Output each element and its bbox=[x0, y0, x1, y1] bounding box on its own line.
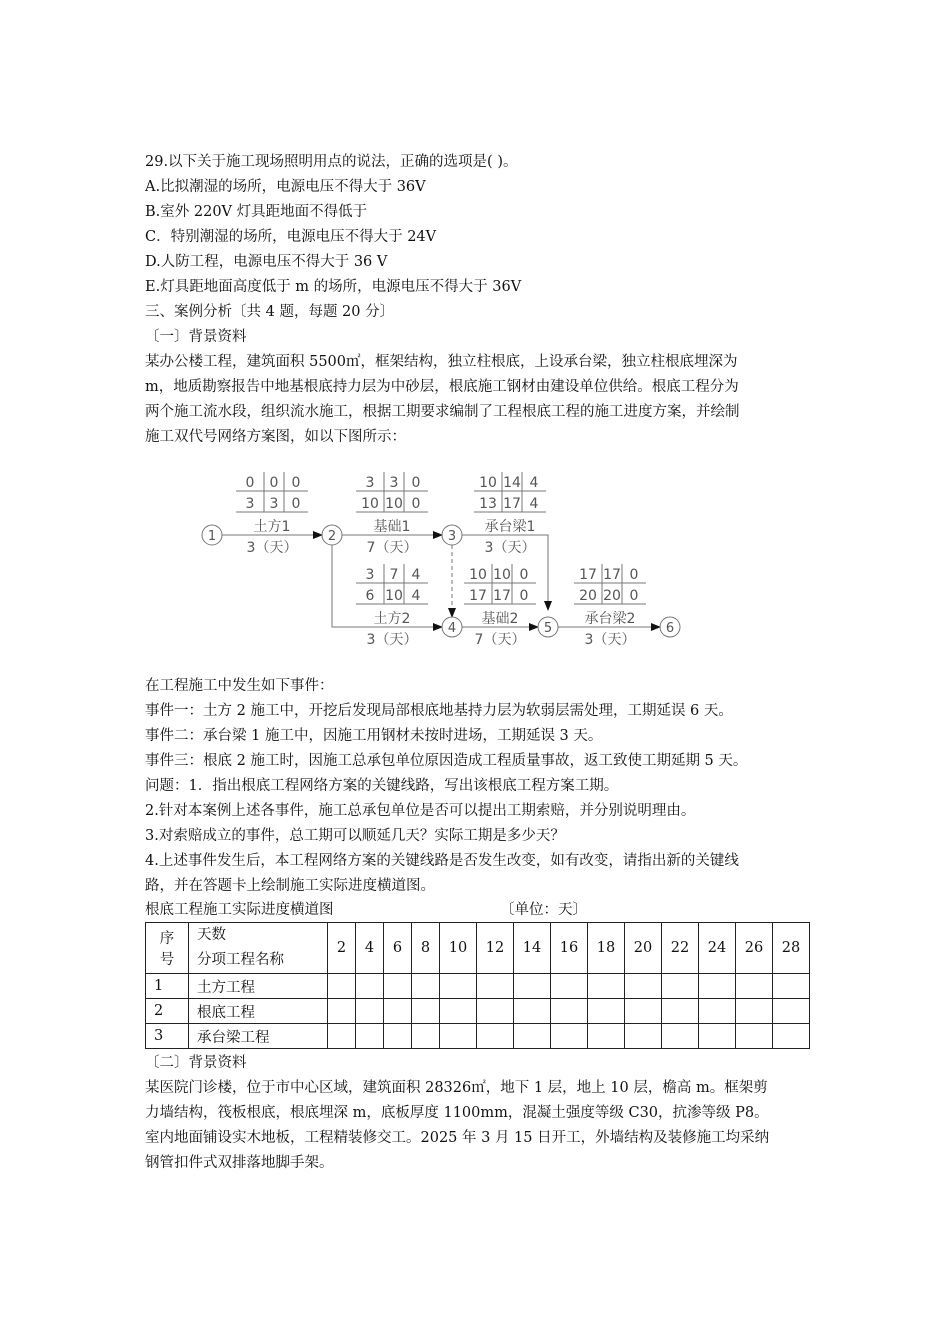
time-value: 0 bbox=[629, 567, 639, 583]
time-value: 17 bbox=[503, 496, 521, 512]
activity-duration: 3（天） bbox=[366, 632, 418, 648]
time-value: 0 bbox=[291, 475, 301, 491]
day-header: 28 bbox=[773, 923, 810, 974]
question-29-stem: 29.以下关于施工现场照明用点的说法，正确的选项是( )。 bbox=[145, 154, 518, 170]
time-value: 17 bbox=[603, 567, 621, 583]
time-value: 3 bbox=[245, 496, 255, 512]
day-header: 12 bbox=[477, 923, 514, 974]
node-label: 5 bbox=[543, 621, 553, 636]
day-header: 6 bbox=[384, 923, 412, 974]
activity-name: 基础2 bbox=[481, 611, 519, 627]
day-header: 2 bbox=[328, 923, 356, 974]
activity-name: 承台梁2 bbox=[584, 611, 636, 627]
option-c: C．特别潮湿的场所，电源电压不得大于 24V bbox=[145, 229, 437, 245]
activity-duration: 7（天） bbox=[366, 540, 418, 556]
time-value: 20 bbox=[579, 588, 597, 604]
case2-para-line: 力墙结构，筏板根底，根底埋深 m，底板厚度 1100mm，混凝土强度等级 C30，抗渗等级 P8。 bbox=[145, 1105, 769, 1121]
time-value: 0 bbox=[269, 475, 279, 491]
time-value: 0 bbox=[519, 567, 529, 583]
time-value: 10 bbox=[361, 496, 379, 512]
row-name: 承台梁工程 bbox=[189, 1024, 328, 1049]
time-value: 3 bbox=[269, 496, 279, 512]
question-4: 4.上述事件发生后，本工程网络方案的关键线路是否发生改变，如有改变，请指出新的关键线 bbox=[145, 853, 739, 869]
header-days-name: 天数 分项工程名称 bbox=[189, 923, 328, 974]
time-value: 20 bbox=[603, 588, 621, 604]
row-no: 2 bbox=[146, 999, 189, 1024]
time-value: 4 bbox=[411, 567, 421, 583]
activity-duration: 3（天） bbox=[584, 632, 636, 648]
day-header: 18 bbox=[588, 923, 625, 974]
time-value: 3 bbox=[365, 567, 375, 583]
time-value: 10 bbox=[385, 496, 403, 512]
case1-para-line: 两个施工流水段，组织流水施工，根据工期要求编制了工程根底工程的施工进度方案，并绘制 bbox=[145, 404, 740, 420]
time-value: 3 bbox=[389, 475, 399, 491]
time-value: 0 bbox=[629, 588, 639, 604]
day-header: 16 bbox=[551, 923, 588, 974]
case1-para-line: 某办公楼工程，建筑面积 5500㎡，框架结构，独立柱根底，上设承台梁，独立柱根底埋深为 bbox=[145, 354, 738, 370]
network-diagram bbox=[190, 462, 710, 658]
table-row bbox=[146, 999, 810, 1024]
option-a: A.比拟潮湿的场所，电源电压不得大于 36V bbox=[145, 179, 426, 195]
header-seq: 序 号 bbox=[146, 923, 189, 974]
row-name: 土方工程 bbox=[189, 974, 328, 999]
time-value: 10 bbox=[385, 588, 403, 604]
day-header: 14 bbox=[514, 923, 551, 974]
case2-para-line: 钢管扣件式双排落地脚手架。 bbox=[145, 1155, 334, 1171]
table-header-row bbox=[146, 923, 810, 974]
event-2: 事件二：承台梁 1 施工中，因施工用钢材未按时进场，工期延误 3 天。 bbox=[145, 728, 603, 744]
time-value: 10 bbox=[493, 567, 511, 583]
question-2: 2.针对本案例上述各事件，施工总承包单位是否可以提出工期索赔，并分别说明理由。 bbox=[145, 803, 696, 819]
table-row bbox=[146, 1024, 810, 1049]
option-d: D.人防工程，电源电压不得大于 36 V bbox=[145, 254, 388, 270]
activity-name: 承台梁1 bbox=[484, 519, 536, 535]
node-label: 4 bbox=[447, 621, 457, 636]
node-label: 1 bbox=[207, 529, 217, 544]
question-4-cont: 路，并在答题卡上绘制施工实际进度横道图。 bbox=[145, 878, 435, 894]
day-header: 22 bbox=[662, 923, 699, 974]
activity-duration: 7（天） bbox=[474, 632, 526, 648]
table-unit: 〔单位：天〕 bbox=[500, 902, 587, 918]
time-value: 0 bbox=[411, 475, 421, 491]
time-value: 4 bbox=[411, 588, 421, 604]
activity-name: 土方1 bbox=[253, 519, 291, 535]
question-1: 问题：1．指出根底工程网络方案的关键线路，写出该根底工程方案工期。 bbox=[145, 778, 619, 794]
row-no: 1 bbox=[146, 974, 189, 999]
time-value: 17 bbox=[579, 567, 597, 583]
day-header: 10 bbox=[440, 923, 477, 974]
time-value: 4 bbox=[529, 475, 539, 491]
option-b: B.室外 220V 灯具距地面不得低于 bbox=[145, 204, 368, 220]
day-header: 20 bbox=[625, 923, 662, 974]
case2-para-line: 某医院门诊楼，位于市中心区域，建筑面积 28326㎡，地下 1 层，地上 10 层，檐高 m。框架剪 bbox=[145, 1080, 768, 1096]
case2-heading: 〔二〕背景资料 bbox=[145, 1055, 247, 1071]
case2-para-line: 室内地面铺设实木地板，工程精装修交工。2025 年 3 月 15 日开工，外墙结构及装修施工均采纳 bbox=[145, 1130, 770, 1146]
case1-heading: 〔一〕背景资料 bbox=[145, 329, 247, 345]
time-value: 17 bbox=[469, 588, 487, 604]
time-value: 17 bbox=[493, 588, 511, 604]
time-value: 6 bbox=[365, 588, 375, 604]
time-value: 13 bbox=[479, 496, 497, 512]
day-header: 24 bbox=[699, 923, 736, 974]
node-label: 3 bbox=[447, 529, 457, 544]
day-header: 4 bbox=[356, 923, 384, 974]
table-row bbox=[146, 974, 810, 999]
case1-para-line: m，地质勘察报告中地基根底持力层为中砂层，根底施工钢材由建设单位供给。根底工程分为 bbox=[145, 379, 739, 395]
events-intro: 在工程施工中发生如下事件： bbox=[145, 678, 334, 694]
node-label: 2 bbox=[327, 529, 337, 544]
time-value: 0 bbox=[245, 475, 255, 491]
activity-duration: 3（天） bbox=[484, 540, 536, 556]
section-heading: 三、案例分析〔共 4 题，每题 20 分〕 bbox=[145, 304, 395, 320]
activity-duration: 3（天） bbox=[246, 540, 298, 556]
time-value: 4 bbox=[529, 496, 539, 512]
time-value: 14 bbox=[503, 475, 521, 491]
node-label: 6 bbox=[665, 621, 675, 636]
case1-para-line: 施工双代号网络方案图，如以下图所示： bbox=[145, 429, 406, 445]
question-3: 3.对索赔成立的事件，总工期可以顺延几天？实际工期是多少天？ bbox=[145, 828, 565, 844]
time-value: 0 bbox=[291, 496, 301, 512]
progress-table bbox=[145, 922, 810, 1049]
event-3: 事件三：根底 2 施工时，因施工总承包单位原因造成工程质量事故，返工致使工期延期 5 天。 bbox=[145, 753, 748, 769]
option-e: E.灯具距地面高度低于 m 的场所，电源电压不得大于 36V bbox=[145, 279, 522, 295]
table-title: 根底工程施工实际进度横道图 bbox=[145, 902, 334, 918]
time-value: 0 bbox=[411, 496, 421, 512]
day-header: 8 bbox=[412, 923, 440, 974]
time-value: 3 bbox=[365, 475, 375, 491]
time-value: 10 bbox=[479, 475, 497, 491]
time-value: 10 bbox=[469, 567, 487, 583]
activity-name: 基础1 bbox=[373, 519, 411, 535]
time-value: 7 bbox=[389, 567, 399, 583]
event-1: 事件一：土方 2 施工中，开挖后发现局部根底地基持力层为软弱层需处理，工期延误 6 天。 bbox=[145, 703, 733, 719]
activity-name: 土方2 bbox=[373, 611, 411, 627]
row-name: 根底工程 bbox=[189, 999, 328, 1024]
time-value: 0 bbox=[519, 588, 529, 604]
row-no: 3 bbox=[146, 1024, 189, 1049]
day-header: 26 bbox=[736, 923, 773, 974]
